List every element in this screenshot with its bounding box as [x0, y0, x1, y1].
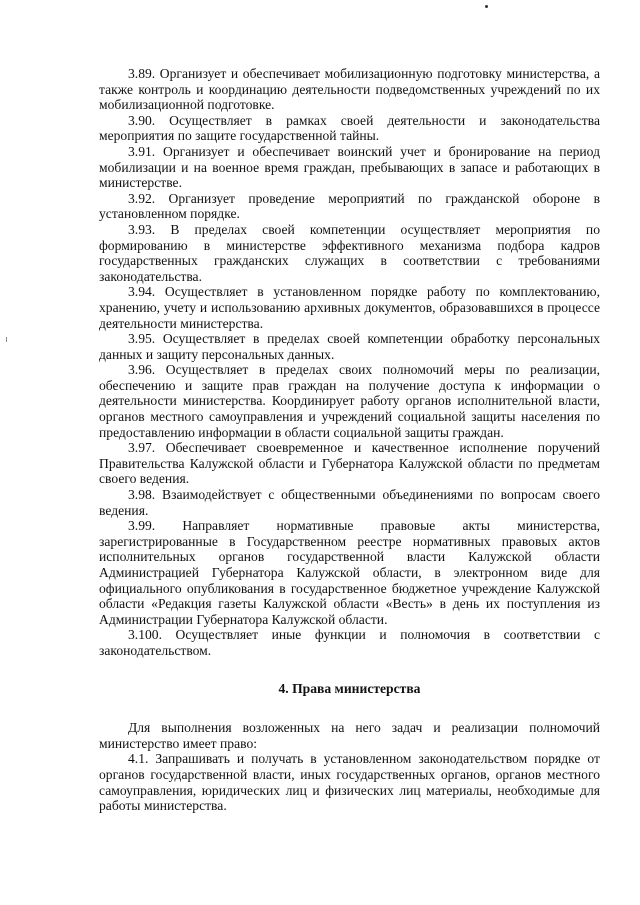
paragraph-3-96: 3.96. Осуществляет в пределах своих полномочий меры по реализации, обеспечению и защите прав граждан на получение доступа к информации о деятельности министерства. Координирует работу органов исполнительной власти, органов местного самоуправления и учреждений социальной защиты населения по предоставлению информации в области социальной защиты граждан. — [99, 362, 600, 440]
paragraph-3-93: 3.93. В пределах своей компетенции осуществляет мероприятия по формированию в министерстве эффективного механизма подбора кадров государственных гражданских служащих в соответствии с требованиями законодательства. — [99, 221, 600, 284]
paragraph-intro: Для выполнения возложенных на него задач и реализации полномочий министерство имеет право: — [99, 720, 600, 751]
paragraph-3-100: 3.100. Осуществляет иные функции и полномочия в соответствии с законодательством. — [99, 627, 600, 658]
section-heading: 4. Права министерства — [278, 680, 421, 696]
paragraph-4-1: 4.1. Запрашивать и получать в установленном законодательством порядке от органов государственной власти, иных государственных органов, органов местного самоуправления, юридических лиц и физических лиц материалы, необходимые для работы министерства. — [99, 751, 600, 814]
paragraph-3-94: 3.94. Осуществляет в установленном порядке работу по комплектованию, хранению, учету и использованию архивных документов, образовавшихся в процессе деятельности министерства. — [99, 284, 600, 331]
paragraph-3-90: 3.90. Осуществляет в рамках своей деятельности и законодательства мероприятия по защите государственной тайны. — [99, 112, 600, 144]
paragraph-3-99: 3.99. Направляет нормативные правовые акты министерства, зарегистрированные в Государственном реестре нормативных правовых актов исполнительных органов государственной власти Калужской области Администрацией Губернатора Калужской области, в электронном виде для официального опубликования в государственное бюджетное учреждение Калужской области «Редакция газеты Калужской области «Весть» в день их поступления из Администрации Губернатора Калужской области. — [99, 518, 600, 627]
paragraph-3-89: 3.89. Организует и обеспечивает мобилизационную подготовку министерства, а также контроль и координацию деятельности подведомственных учреждений по их мобилизационной подготовке. — [99, 66, 600, 113]
paragraph-3-91: 3.91. Организует и обеспечивает воинский учет и бронирование на период мобилизации и на военное время граждан, пребывающих в запасе и работающих в министерстве. — [99, 143, 600, 191]
scan-dot — [485, 5, 488, 8]
scan-mark — [6, 337, 7, 342]
paragraph-3-95: 3.95. Осуществляет в пределах своей компетенции обработку персональных данных и защиту персональных данных. — [99, 331, 600, 362]
document-page — [99, 66, 600, 814]
paragraph-3-98: 3.98. Взаимодействует с общественными объединениями по вопросам своего ведения. — [99, 487, 600, 518]
paragraph-3-92: 3.92. Организует проведение мероприятий по гражданской обороне в установленном порядке. — [99, 190, 600, 222]
paragraph-3-97: 3.97. Обеспечивает своевременное и качественное исполнение поручений Правительства Калужской области и Губернатора Калужской области по предметам своего ведения. — [99, 440, 600, 487]
